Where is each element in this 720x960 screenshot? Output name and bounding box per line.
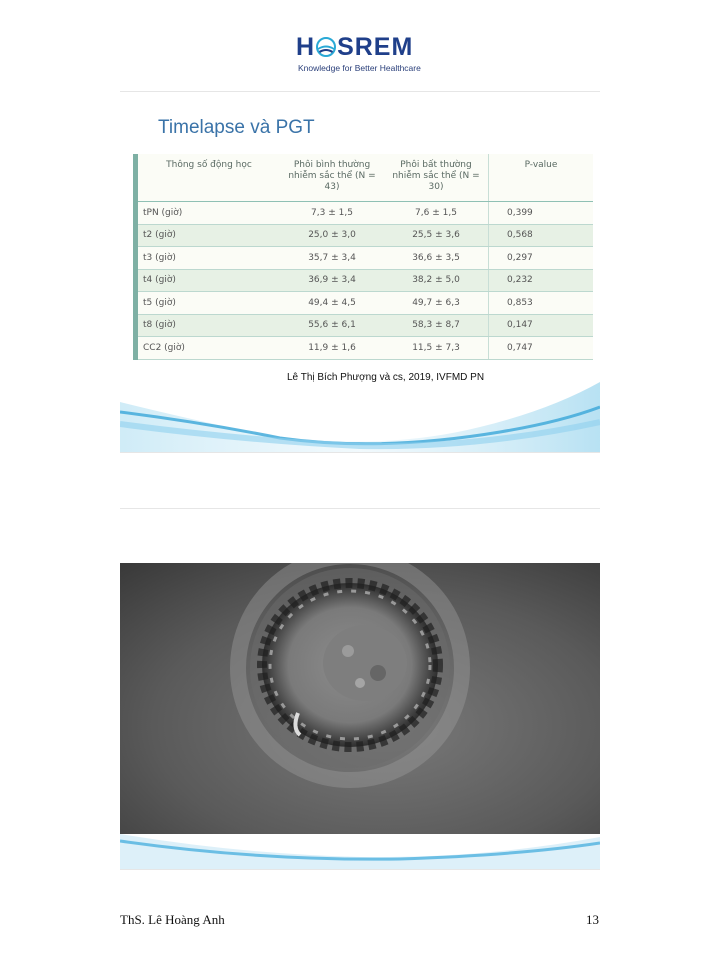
cell-pvalue: 0,853 xyxy=(489,292,594,315)
footer-author: ThS. Lê Hoàng Anh xyxy=(120,912,225,927)
kinetics-table xyxy=(133,154,593,360)
table-row xyxy=(138,292,593,315)
cell-abnormal: 36,6 ± 3,5 xyxy=(384,247,489,270)
cell-abnormal: 11,5 ± 7,3 xyxy=(384,337,489,360)
logo-tagline: Knowledge for Better Healthcare xyxy=(298,63,421,73)
cell-param: t3 (giờ) xyxy=(138,247,280,270)
cell-pvalue: 0,297 xyxy=(489,247,594,270)
header-kinetic-param: Thông số động học xyxy=(138,154,280,202)
cell-abnormal: 7,6 ± 1,5 xyxy=(384,202,489,225)
decorative-wave xyxy=(120,372,600,452)
cell-abnormal: 38,2 ± 5,0 xyxy=(384,269,489,292)
table-header-row xyxy=(138,154,593,202)
cell-param: t5 (giờ) xyxy=(138,292,280,315)
decorative-wave xyxy=(120,829,600,869)
citation: Lê Thị Bích Phượng và cs, 2019, IVFMD PN xyxy=(287,372,485,383)
cell-normal: 7,3 ± 1,5 xyxy=(280,202,384,225)
embryo-micrograph xyxy=(120,563,600,834)
cell-normal: 11,9 ± 1,6 xyxy=(280,337,384,360)
table-row xyxy=(138,337,593,360)
page-number: 13 xyxy=(586,912,599,927)
logo-wordmark xyxy=(296,34,426,60)
cell-abnormal: 58,3 ± 8,7 xyxy=(384,314,489,337)
cell-param: t8 (giờ) xyxy=(138,314,280,337)
logo-letter-h: H xyxy=(296,33,316,61)
cell-pvalue: 0,399 xyxy=(489,202,594,225)
table-row xyxy=(138,224,593,247)
cell-normal: 49,4 ± 4,5 xyxy=(280,292,384,315)
header-normal-embryo: Phôi bình thường nhiễm sắc thể (N = 43) xyxy=(280,154,384,202)
table-row xyxy=(138,202,593,225)
table-row xyxy=(138,269,593,292)
cell-pvalue: 0,747 xyxy=(489,337,594,360)
cell-pvalue: 0,232 xyxy=(489,269,594,292)
cell-param: t2 (giờ) xyxy=(138,224,280,247)
header-p-value: P-value xyxy=(489,154,594,202)
table-row xyxy=(138,247,593,270)
table-row xyxy=(138,314,593,337)
cell-pvalue: 0,568 xyxy=(489,224,594,247)
cell-abnormal: 49,7 ± 6,3 xyxy=(384,292,489,315)
cell-abnormal: 25,5 ± 3,6 xyxy=(384,224,489,247)
cell-pvalue: 0,147 xyxy=(489,314,594,337)
cell-normal: 25,0 ± 3,0 xyxy=(280,224,384,247)
cell-param: CC2 (giờ) xyxy=(138,337,280,360)
hosrem-logo xyxy=(296,34,426,73)
slide-title: Timelapse và PGT xyxy=(158,117,315,138)
globe-icon xyxy=(316,37,336,57)
cell-param: tPN (giờ) xyxy=(138,202,280,225)
slide-timelapse-pgt xyxy=(120,91,600,453)
logo-letters-srem: SREM xyxy=(337,33,414,61)
cell-normal: 35,7 ± 3,4 xyxy=(280,247,384,270)
cell-param: t4 (giờ) xyxy=(138,269,280,292)
cell-normal: 55,6 ± 6,1 xyxy=(280,314,384,337)
header-abnormal-embryo: Phôi bất thường nhiễm sắc thể (N = 30) xyxy=(384,154,489,202)
slide-embryo-image xyxy=(120,508,600,870)
cell-normal: 36,9 ± 3,4 xyxy=(280,269,384,292)
